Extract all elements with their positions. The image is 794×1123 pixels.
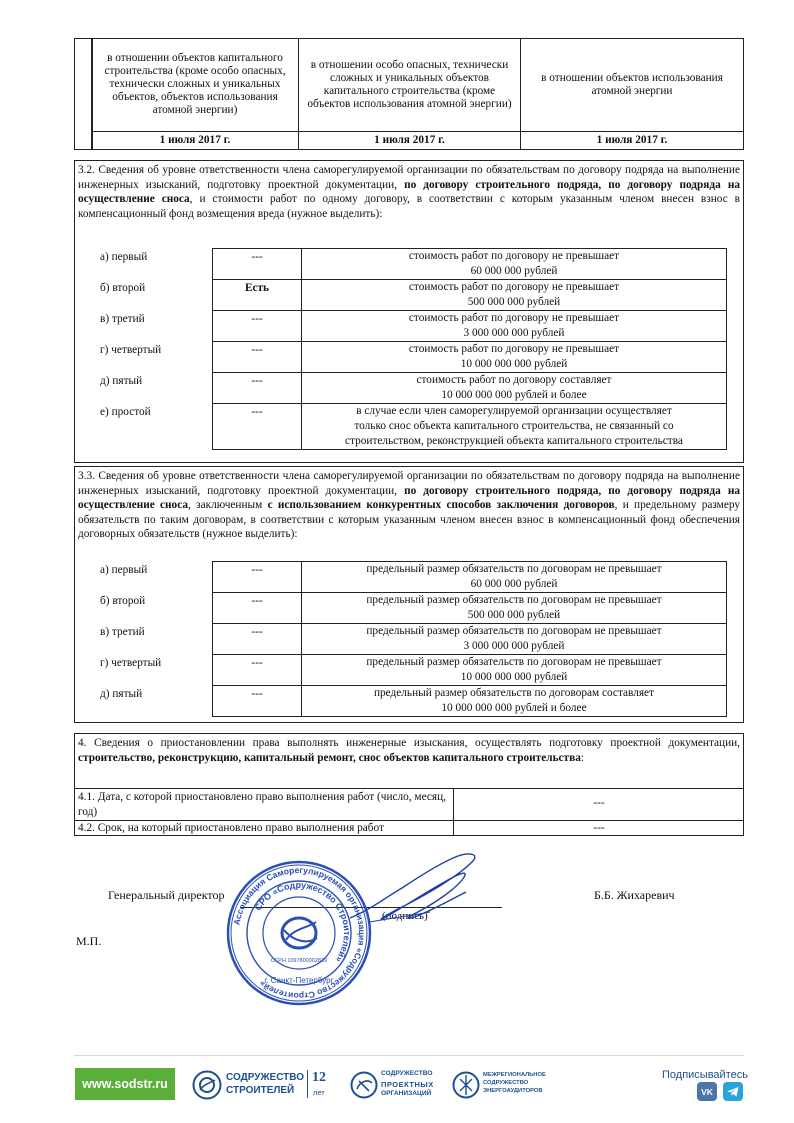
vk-icon-text: VK [701,1086,713,1097]
level-description-line: строительством, реконструкцией объекта капитального строительства [345,435,683,447]
level-mark: --- [251,251,263,263]
level-description-line: предельный размер обязательств по договорам не превышает [366,563,662,575]
top-col-2-text: в отношении особо опасных, технически сложных и уникальных объектов капитального строительства (кроме объектов использования атомной энергии) [307,58,512,110]
level-mark: --- [251,595,263,607]
logo3-line1: МЕЖРЕГИОНАЛЬНОЕ [483,1072,546,1078]
handwritten-signature [330,848,490,938]
level-description [301,685,727,717]
logo2-line1: СОДРУЖЕСТВО [381,1070,433,1077]
logo3-line2: СОДРУЖЕСТВО [483,1080,529,1086]
level-label: д) пятый [100,375,143,387]
level-mark: --- [251,626,263,638]
level-description-line: предельный размер обязательств по договорам не превышает [366,625,662,637]
stamp-city: г. Санкт-Петербург [264,976,334,985]
level-label: б) второй [100,282,146,294]
level-description-line: предельный размер обязательств по договорам не превышает [366,656,662,668]
s4-row2-label: 4.2. Срок, на который приостановлено право выполнения работ [78,822,384,834]
level-description [301,310,727,342]
level-description [301,592,727,624]
level-description [301,623,727,655]
level-mark: --- [251,313,263,325]
s4-row1-label: 4.1. Дата, с которой приостановлено право выполнения работ (число, месяц, год) [78,791,446,818]
footer-divider [74,1055,744,1056]
level-description-line: стоимость работ по договору не превышает [408,312,620,324]
level-description-line: 10 000 000 000 рублей [460,358,568,370]
s4-row1-value: --- [593,797,605,809]
s32-text-bold: по договору строительного подряда, по договору подряда на осуществление сноса [78,178,740,206]
top-col-2 [298,38,521,132]
level-mark-cell [212,248,302,280]
level-mark-cell [212,623,302,655]
level-mark-cell [212,403,302,450]
level-mark-cell [212,341,302,373]
level-mark: Есть [244,282,270,294]
logo1-years: 12 [312,1070,326,1085]
sodpro-logo-icon [350,1071,378,1099]
top-date-2-text: 1 июля 2017 г. [374,134,445,146]
section-4-text [78,736,740,765]
signature-hint: (подпись) [382,910,428,922]
top-date-3-text: 1 июля 2017 г. [596,134,668,146]
stamp-inner-text: СРО «Содружество Строителей» [252,879,353,965]
level-description [301,403,727,450]
level-mark: --- [251,344,263,356]
sodstr-logo-icon [192,1070,222,1100]
level-description-line: 500 000 000 рублей [467,609,561,621]
s33-text-part2: , заключенным [188,499,268,512]
level-mark-cell [212,561,302,593]
level-description-line: 60 000 000 рублей [470,265,558,277]
section-3-2-text [78,163,740,221]
signatory-name: Б.Б. Жихаревич [594,888,675,902]
top-date-1-text: 1 июля 2017 г. [159,134,231,146]
level-label: г) четвертый [100,657,162,669]
s32-text-part2: , и стоимости работ по одному договору, в соответствии с которым указанным членом внесен взнос в компенсационный фонд возмещения вреда (нужное выделить): [78,193,740,220]
level-label: а) первый [100,564,148,576]
level-description [301,279,727,311]
stamp-ogrn: ОГРН 1097800002839 [270,958,328,964]
level-description-line: 500 000 000 рублей [467,296,561,308]
level-description-line: стоимость работ по договору не превышает [408,250,620,262]
level-description-line: 10 000 000 000 рублей [460,671,568,683]
level-description-line: предельный размер обязательств по договорам составляет [373,687,655,699]
s33-text-bold2: с использованием конкурентных способов заключения договоров [267,499,615,512]
logo1-divider [307,1070,308,1098]
level-description [301,248,727,280]
logo3-line3: ЭНЕРГОАУДИТОРОВ [483,1088,543,1094]
level-mark: --- [251,564,263,576]
level-mark-cell [212,685,302,717]
top-col-3 [520,38,744,132]
site-link[interactable] [75,1068,175,1100]
logo-sodruzhestvo-stroitelei[interactable] [192,1068,337,1102]
s4-text-part1: 4. Сведения о приостановлении права выполнять инженерные изыскания, осуществлять подготовку проектной документации, [78,737,740,749]
stamp-place-label: М.П. [76,934,102,948]
level-description [301,341,727,373]
logo1-line1: СОДРУЖЕСТВО [226,1072,305,1083]
level-mark-cell [212,310,302,342]
level-description [301,372,727,404]
site-link-text: www.sodstr.ru [82,1077,168,1091]
s32-text-part1: 3.2. Сведения об уровне ответственности члена саморегулируемой организации по обязательствам по договору подряда на выполнение инженерных изысканий, подготовку проектной документации, [78,164,740,191]
level-description-line: 3 000 000 000 рублей [463,327,565,339]
level-mark-cell [212,592,302,624]
telegram-plane-icon [723,1082,743,1101]
logo2-line2: ПРОЕКТНЫХ [381,1080,434,1089]
top-col-1 [91,38,299,132]
level-description-line: стоимость работ по договору не превышает [408,281,620,293]
position-title: Генеральный директор [108,888,225,902]
s4-text-bold: строительство, реконструкцию, капитальный ремонт, снос объектов капитального строительства [78,751,581,764]
level-description-line: 10 000 000 000 рублей и более [441,389,587,401]
s33-text-part1: 3.3. Сведения об уровне ответственности члена саморегулируемой организации по обязательствам по договору подряда на выполнение инженерных изысканий, подготовку проектной документации, [78,470,740,497]
level-mark: --- [251,375,263,387]
level-description-line: предельный размер обязательств по договорам не превышает [366,594,662,606]
logo1-years-label: лет [313,1088,325,1097]
level-mark-cell [212,372,302,404]
top-date-1 [91,131,299,150]
level-label: в) третий [100,313,145,325]
level-mark: --- [251,688,263,700]
level-label: а) первый [100,251,148,263]
level-mark-cell [212,279,302,311]
s33-text-bold1: по договору строительного подряда, по договору подряда на осуществление сноса [78,484,740,512]
level-description-line: 60 000 000 рублей [470,578,558,590]
logo1-line2: СТРОИТЕЛЕЙ [226,1085,295,1096]
top-col-1-text: в отношении объектов капитального строительства (кроме особо опасных, технически сложных и уникальных объектов, объектов использования атомной энергии) [104,52,286,116]
level-description-line: стоимость работ по договору составляет [416,374,612,386]
section-3-3-text [78,469,740,542]
level-description-line: 10 000 000 000 рублей и более [441,702,587,714]
level-mark: --- [251,406,263,418]
level-label: г) четвертый [100,344,162,356]
s33-text-part3: , и предельному размеру обязательств по таким договорам, в соответствии с которым указанным членом внесен взнос в компенсационный фонд обеспечения договорных обязательств (нужное выделить): [78,499,740,541]
vk-icon[interactable] [697,1082,717,1101]
level-label: б) второй [100,595,146,607]
level-mark-cell [212,654,302,686]
top-date-3 [520,131,744,150]
level-label: д) пятый [100,688,143,700]
logo-energoauditory[interactable] [452,1068,562,1102]
top-date-2 [298,131,521,150]
subscribe-label: Подписывайтесь [662,1069,748,1081]
telegram-icon[interactable] [723,1082,743,1101]
s4-row2-value: --- [593,822,605,834]
level-description-line: 3 000 000 000 рублей [463,640,565,652]
level-description [301,561,727,593]
energo-logo-icon [452,1071,480,1099]
stamp-outer-text: Ассоциация Саморегулируемая организация «Содружество Строителей» [231,864,368,1002]
level-description [301,654,727,686]
level-description-line: в случае если член саморегулируемой организации осуществляет [356,405,672,417]
logo-sodruzhestvo-proektnyh[interactable] [350,1068,440,1102]
s4-text-part2: : [580,751,584,764]
level-label: в) третий [100,626,145,638]
level-label: е) простой [100,406,151,418]
level-mark: --- [251,657,263,669]
logo2-line3: ОРГАНИЗАЦИЙ [381,1090,432,1097]
s4-divider [74,788,744,789]
level-description-line: стоимость работ по договору не превышает [408,343,620,355]
top-col-3-text: в отношении объектов использования атомной энергии [541,71,723,97]
level-description-line: только снос объекта капитального строительства, не связанный со [354,420,674,432]
